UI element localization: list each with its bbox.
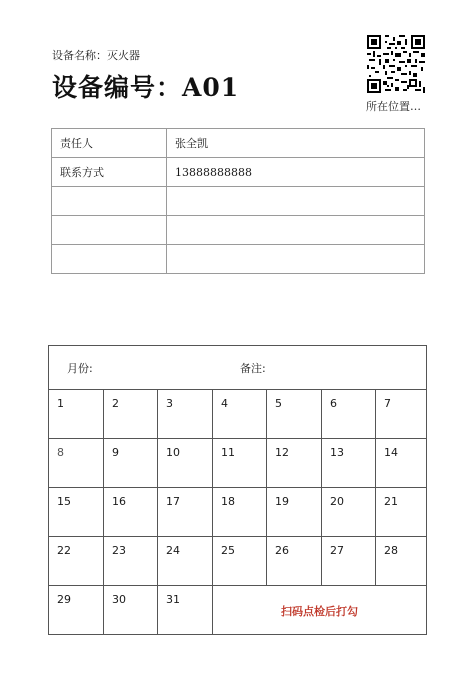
note-label: 备注: xyxy=(240,362,266,375)
inspection-calendar xyxy=(48,345,427,635)
calendar-day-cell[interactable]: 2 xyxy=(104,390,158,439)
calendar-day-cell[interactable]: 11 xyxy=(213,439,267,488)
calendar-day-cell[interactable]: 25 xyxy=(213,537,267,586)
calendar-day-cell[interactable]: 29 xyxy=(49,586,104,635)
device-name: 设备名称：灭火器 xyxy=(52,49,140,62)
qr-code-icon[interactable] xyxy=(367,35,425,93)
table-cell-label xyxy=(52,187,167,216)
scan-check-note: 扫码点检后打勾 xyxy=(281,604,358,618)
table-row xyxy=(52,216,425,245)
table-cell-value[interactable] xyxy=(167,216,425,245)
table-cell-label: 联系方式 xyxy=(52,158,167,187)
table-cell-label xyxy=(52,245,167,274)
calendar-day-cell[interactable]: 18 xyxy=(213,488,267,537)
location-caption: 所在位置… xyxy=(366,100,421,113)
calendar-day-cell[interactable]: 21 xyxy=(376,488,426,537)
calendar-day-cell[interactable]: 16 xyxy=(104,488,158,537)
month-label: 月份: xyxy=(67,362,93,375)
calendar-day-cell[interactable]: 6 xyxy=(322,390,376,439)
table-row xyxy=(52,187,425,216)
table-cell-label: 责任人 xyxy=(52,129,167,158)
calendar-day-cell[interactable]: 13 xyxy=(322,439,376,488)
calendar-day-cell[interactable]: 17 xyxy=(158,488,213,537)
calendar-day-cell[interactable]: 7 xyxy=(376,390,426,439)
table-row xyxy=(52,129,425,158)
calendar-day-cell[interactable]: 4 xyxy=(213,390,267,439)
calendar-day-cell[interactable]: 24 xyxy=(158,537,213,586)
calendar-header xyxy=(49,346,426,390)
calendar-day-cell[interactable]: 14 xyxy=(376,439,426,488)
table-row xyxy=(52,158,425,187)
table-cell-label xyxy=(52,216,167,245)
table-cell-value[interactable] xyxy=(167,245,425,274)
calendar-day-cell[interactable]: 30 xyxy=(104,586,158,635)
calendar-day-cell[interactable]: 5 xyxy=(267,390,322,439)
calendar-day-cell[interactable]: 12 xyxy=(267,439,322,488)
calendar-day-cell[interactable]: 26 xyxy=(267,537,322,586)
calendar-day-cell[interactable]: 15 xyxy=(49,488,104,537)
calendar-day-cell[interactable]: 23 xyxy=(104,537,158,586)
calendar-day-cell[interactable]: 1 xyxy=(49,390,104,439)
calendar-day-cell[interactable]: 20 xyxy=(322,488,376,537)
responsibility-table xyxy=(51,128,425,274)
device-code-title: 设备编号：A01 xyxy=(52,73,240,102)
calendar-day-cell[interactable]: 19 xyxy=(267,488,322,537)
calendar-day-cell[interactable]: 22 xyxy=(49,537,104,586)
calendar-day-cell[interactable]: 31 xyxy=(158,586,213,635)
table-cell-value[interactable] xyxy=(167,187,425,216)
table-row xyxy=(52,245,425,274)
calendar-day-cell[interactable]: 8 xyxy=(49,439,104,488)
calendar-day-cell[interactable]: 27 xyxy=(322,537,376,586)
calendar-day-cell[interactable]: 9 xyxy=(104,439,158,488)
table-cell-value[interactable]: 13888888888 xyxy=(167,158,425,187)
calendar-day-cell[interactable]: 28 xyxy=(376,537,426,586)
calendar-day-cell[interactable]: 3 xyxy=(158,390,213,439)
calendar-day-cell[interactable]: 10 xyxy=(158,439,213,488)
table-cell-value[interactable]: 张全凯 xyxy=(167,129,425,158)
